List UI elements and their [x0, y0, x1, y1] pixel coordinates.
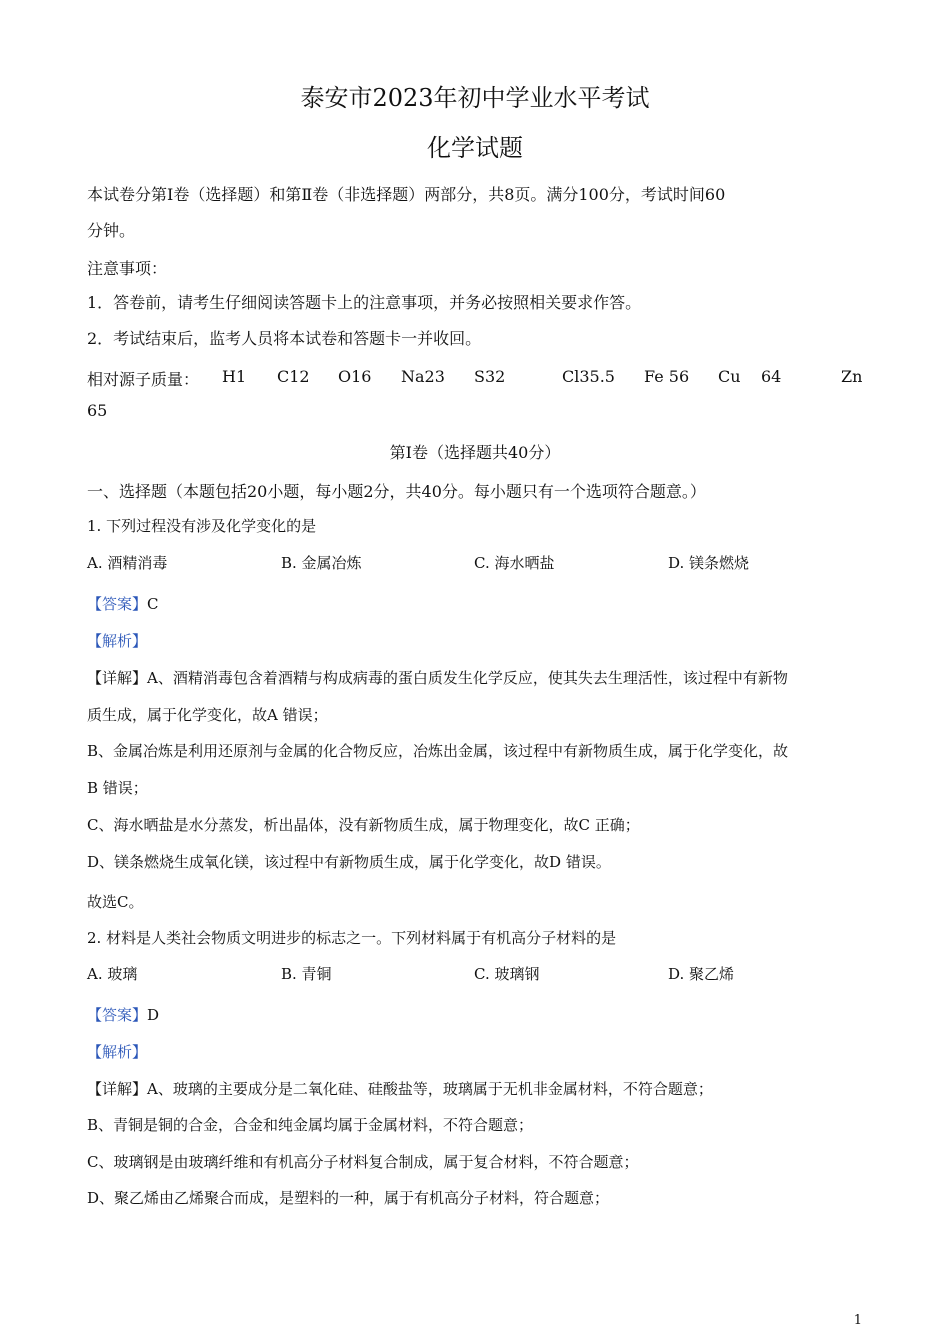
atomic-mass-label: 相对源子质量：: [87, 370, 200, 389]
atomic-mass-entry: Na23: [401, 367, 445, 386]
q1-detail-line-3: B、金属冶炼是利用还原剂与金属的化合物反应，冶炼出金属，该过程中有新物质生成，属于化学变化，故: [87, 742, 789, 760]
atomic-mass-entry: Cl35.5: [562, 367, 615, 386]
q1-answer-value: C: [147, 595, 159, 613]
q1-conclusion: 故选C。: [87, 893, 144, 911]
answer-tag: 【答案】: [87, 1006, 148, 1024]
q2-option-b: B. 青铜: [281, 965, 332, 983]
q1-option-d: D. 镁条燃烧: [668, 554, 750, 572]
atomic-mass-wrap: 65: [87, 401, 108, 420]
q1-answer: [87, 593, 159, 614]
detail-tag: 【详解】: [87, 669, 148, 687]
q1-detail-line-4: B 错误；: [87, 779, 148, 797]
q2-detail-line-3: C、玻璃钢是由玻璃纤维和有机高分子材料复合制成，属于复合材料，不符合题意；: [87, 1153, 639, 1171]
q2-detail-line-2: B、青铜是铜的合金，合金和纯金属均属于金属材料，不符合题意；: [87, 1116, 534, 1134]
detail-tag: 【详解】: [87, 1080, 148, 1098]
q2-analysis-tag: 【解析】: [87, 1043, 148, 1061]
q2-option-d: D. 聚乙烯: [668, 965, 735, 983]
q2-answer-value: D: [147, 1006, 160, 1024]
exam-subtitle: 化学试题: [427, 134, 523, 162]
q2-stem: 2. 材料是人类社会物质文明进步的标志之一。下列材料属于有机高分子材料的是: [87, 929, 617, 947]
q1-detail-line-2: 质生成，属于化学变化，故A 错误；: [87, 706, 328, 724]
section1-heading: 一、选择题（本题包括20小题，每小题2分，共40分。每小题只有一个选项符合题意。）: [87, 482, 706, 501]
atomic-mass-entry: Cu: [718, 367, 741, 386]
atomic-mass-entry: S32: [474, 367, 506, 386]
atomic-mass-entry: O16: [338, 367, 372, 386]
answer-tag: 【答案】: [87, 595, 148, 613]
q2-detail-text: A、玻璃的主要成分是二氧化硅、硅酸盐等，玻璃属于无机非金属材料，不符合题意；: [147, 1080, 713, 1098]
intro-line-2: 分钟。: [87, 221, 136, 240]
q1-detail-line-5: C、海水晒盐是水分蒸发，析出晶体，没有新物质生成，属于物理变化，故C 正确；: [87, 816, 640, 834]
q1-option-b: B. 金属冶炼: [281, 554, 362, 572]
atomic-mass-entry: Fe 56: [644, 367, 690, 386]
page-number: 1: [853, 1313, 862, 1328]
q2-detail-line-4: D、聚乙烯由乙烯聚合而成，是塑料的一种，属于有机高分子材料，符合题意；: [87, 1189, 610, 1207]
q1-detail-line-6: D、镁条燃烧生成氧化镁，该过程中有新物质生成，属于化学变化，故D 错误。: [87, 853, 611, 871]
q1-analysis-tag: 【解析】: [87, 632, 148, 650]
notice-item-1: 1．答卷前，请考生仔细阅读答题卡上的注意事项，并务必按照相关要求作答。: [87, 293, 642, 312]
atomic-mass-entry: 64: [761, 367, 782, 386]
q2-detail-line-1: [87, 1078, 713, 1099]
notice-heading: 注意事项：: [87, 259, 168, 278]
atomic-mass-entry: C12: [277, 367, 310, 386]
q2-answer: [87, 1004, 159, 1025]
q2-option-c: C. 玻璃钢: [474, 965, 540, 983]
exam-title: 泰安市2023年初中学业水平考试: [300, 84, 650, 112]
q1-detail-line-1: [87, 667, 788, 688]
notice-item-2: 2．考试结束后，监考人员将本试卷和答题卡一并收回。: [87, 329, 482, 348]
q2-option-a: A. 玻璃: [87, 965, 138, 983]
q1-detail-text: A、酒精消毒包含着酒精与构成病毒的蛋白质发生化学反应，使其失去生理活性，该过程中有新物: [147, 669, 788, 687]
atomic-mass-entry: H1: [222, 367, 247, 386]
atomic-mass-row: [87, 367, 199, 390]
atomic-mass-entry: Zn: [841, 367, 863, 386]
q1-option-a: A. 酒精消毒: [87, 554, 168, 572]
intro-line-1: 本试卷分第Ⅰ卷（选择题）和第Ⅱ卷（非选择题）两部分，共8页。满分100分，考试时间60: [87, 185, 726, 204]
part1-title: 第Ⅰ卷（选择题共40分）: [389, 443, 561, 462]
q1-option-c: C. 海水晒盐: [474, 554, 555, 572]
q1-stem: 1. 下列过程没有涉及化学变化的是: [87, 517, 317, 535]
